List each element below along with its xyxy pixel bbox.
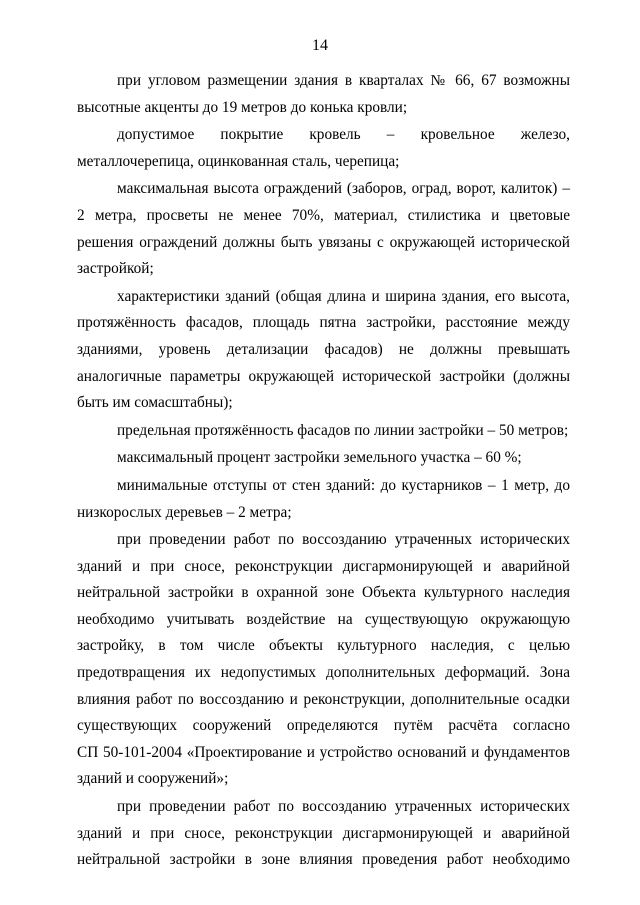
text-line: существующих сооружений определяются путём расчёта согласно xyxy=(77,717,570,735)
text-line: предотвращения их недопустимых дополнительных деформаций. Зона xyxy=(77,664,570,682)
text-line: решения ограждений должны быть увязаны с окружающей исторической xyxy=(77,233,570,251)
text-line: нейтральной застройки в зоне влияния проведения работ необходимо xyxy=(77,851,570,869)
paragraph xyxy=(77,122,570,175)
paragraph xyxy=(77,473,570,526)
text-line: зданиями, уровень детализации фасадов) не должны превышать xyxy=(77,340,570,358)
text-line: высотные акценты до 19 метров до конька кровли; xyxy=(77,98,408,116)
text-line: СП 50-101-2004 «Проектирование и устройство оснований и фундаментов xyxy=(77,743,570,761)
text-line: нейтральной застройки в охранной зоне Объекта культурного наследия xyxy=(77,584,570,602)
paragraph xyxy=(77,418,570,445)
text-line: влияния работ по воссозданию и реконструкции, дополнительные осадки xyxy=(77,690,570,708)
paragraph xyxy=(77,794,570,874)
text-line: допустимое покрытие кровель – кровельное железо, xyxy=(117,126,570,144)
text-line: при проведении работ по воссозданию утраченных исторических xyxy=(117,798,570,816)
text-line: застройкой; xyxy=(77,260,154,278)
text-line: зданий и при сносе, реконструкции дисгармонирующей и аварийной xyxy=(77,557,570,575)
text-line: предельная протяжённость фасадов по линии застройки – 50 метров; xyxy=(117,421,569,439)
text-line: 2 метра, просветы не менее 70%, материал, стилистика и цветовые xyxy=(77,206,570,224)
text-line: зданий и при сносе, реконструкции дисгармонирующей и аварийной xyxy=(77,824,570,842)
text-line: застройку, в том числе объекты культурного наследия, с целью xyxy=(77,637,570,655)
paragraph xyxy=(77,68,570,121)
text-line: при угловом размещении здания в кварталах № 66, 67 возможны xyxy=(117,72,570,89)
text-line: максимальный процент застройки земельного участка – 60 %; xyxy=(117,449,522,467)
text-line: минимальные отступы от стен зданий: до кустарников – 1 метр, до xyxy=(117,476,570,494)
text-line: характеристики зданий (общая длина и ширина здания, его высота, xyxy=(117,287,570,305)
text-line: быть им сомасштабны); xyxy=(77,394,233,412)
page-number: 14 xyxy=(312,37,328,54)
document-body xyxy=(77,68,570,875)
paragraph xyxy=(77,176,570,282)
text-line: аналогичные параметры окружающей исторической застройки (должны xyxy=(77,367,570,385)
paragraph xyxy=(77,527,570,793)
text-line: зданий и сооружений»; xyxy=(77,770,229,788)
paragraph xyxy=(77,445,570,472)
text-line: протяжённость фасадов, площадь пятна застройки, расстояние между xyxy=(77,314,570,332)
text-line: при проведении работ по воссозданию утраченных исторических xyxy=(117,531,570,549)
paragraph xyxy=(77,284,570,417)
text-line: необходимо учитывать воздействие на существующую окружающую xyxy=(77,610,570,628)
text-line: максимальная высота ограждений (заборов, оград, ворот, калиток) – xyxy=(117,180,570,198)
text-line: металлочерепица, оцинкованная сталь, черепица; xyxy=(77,152,400,170)
text-line: низкорослых деревьев – 2 метра; xyxy=(77,503,292,521)
